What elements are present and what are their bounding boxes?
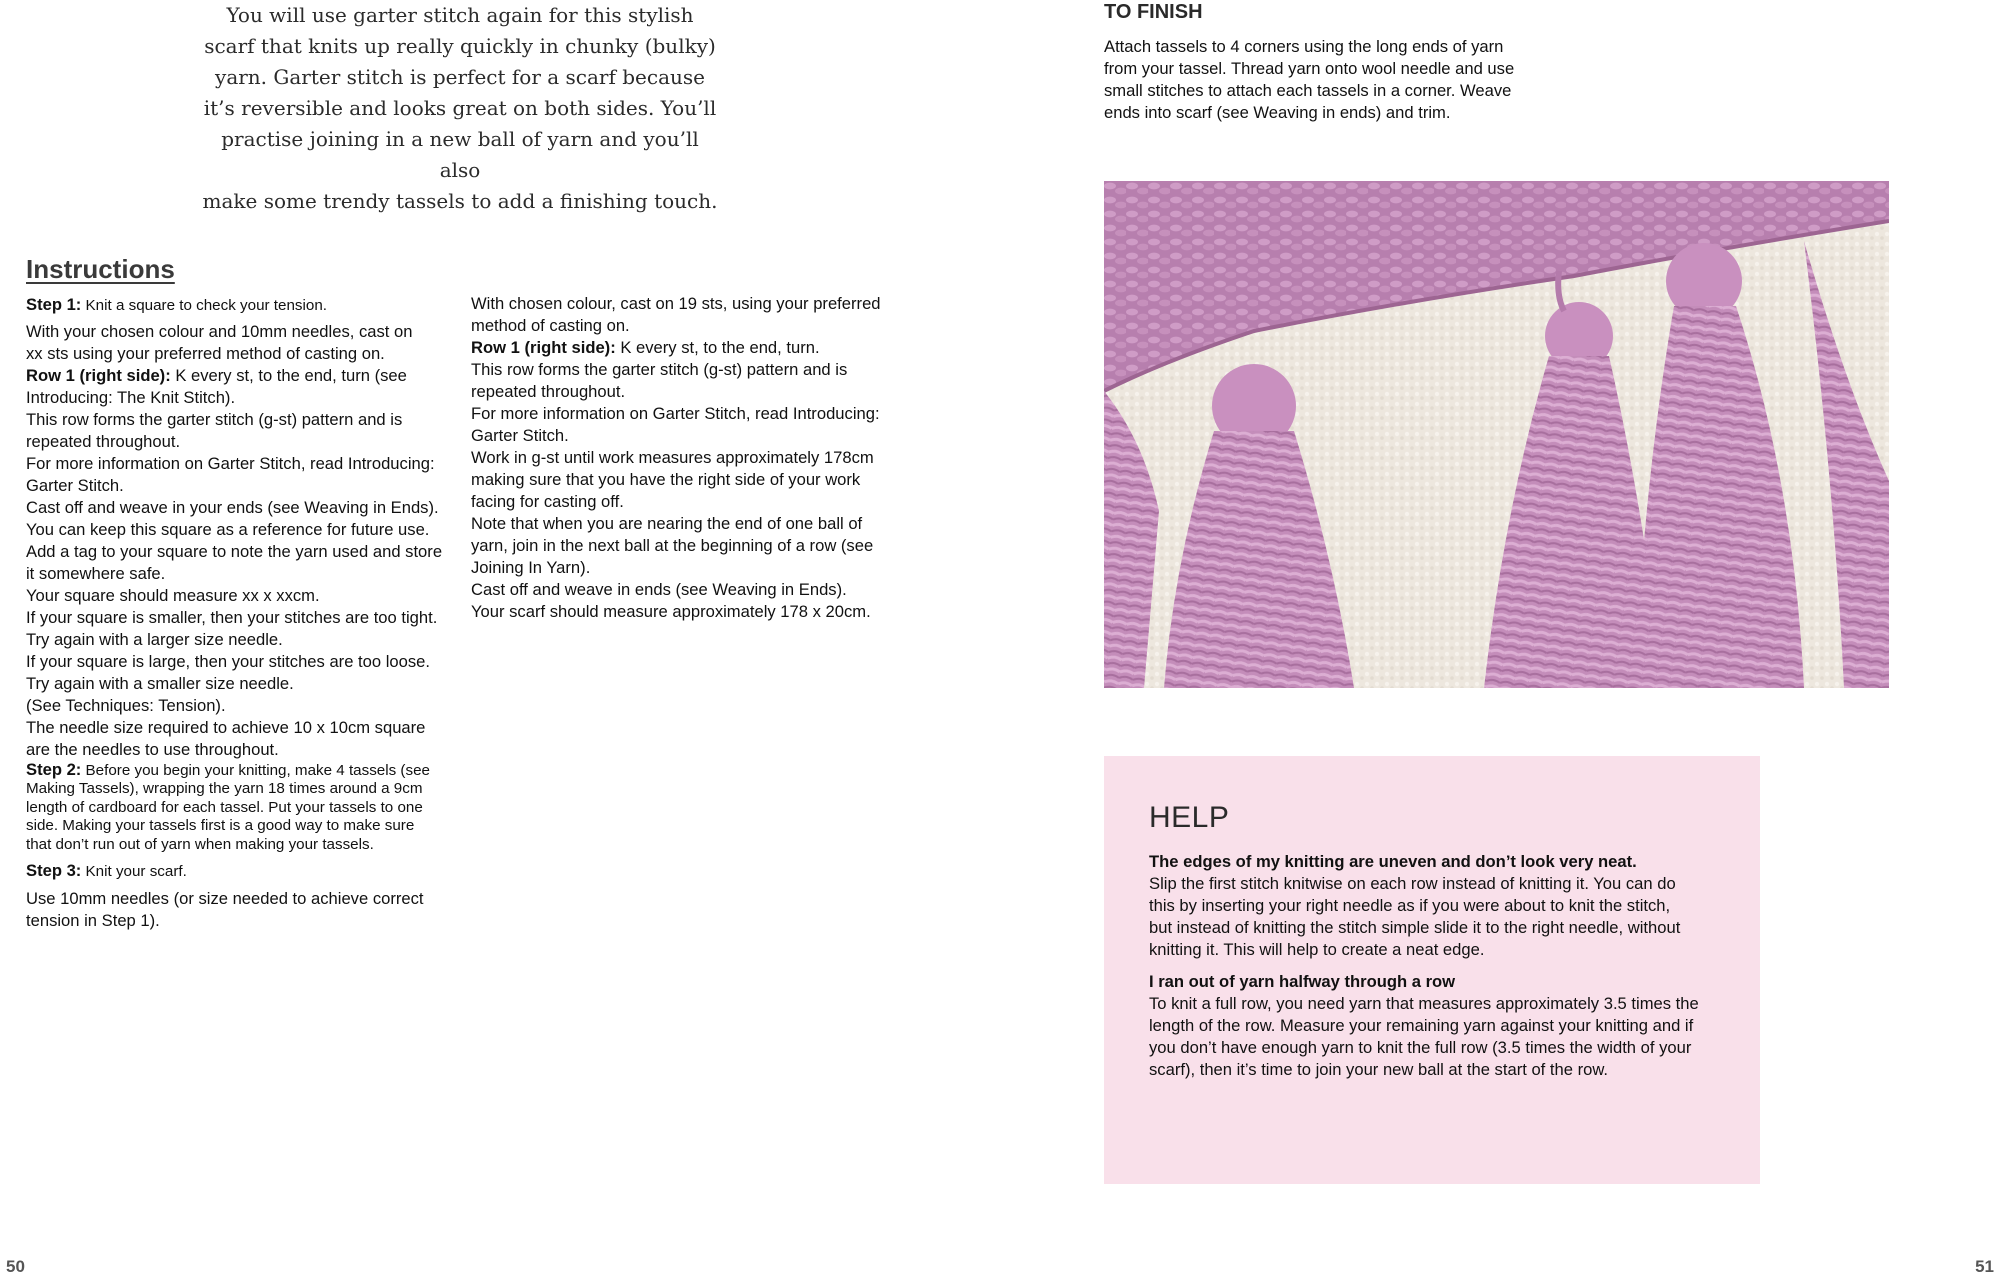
instruction-line: Garter Stitch. — [26, 475, 124, 495]
instruction-line: yarn, join in the next ball at the beginning of a row (see — [471, 536, 874, 555]
instruction-line: are the needles to use throughout. — [26, 739, 279, 759]
help-item — [1149, 971, 1729, 1081]
instruction-line: If your square is large, then your stitches are too loose. — [26, 651, 430, 671]
help-answer-line: length of the row. Measure your remaining yarn against your knitting and if — [1149, 1016, 1694, 1035]
instruction-line: facing for casting off. — [471, 492, 624, 511]
scarf-tassels-photo — [1104, 181, 1889, 688]
step-3 — [26, 862, 456, 882]
intro-line: You will use garter stitch again for this stylish — [226, 3, 694, 27]
instruction-line: (See Techniques: Tension). — [26, 695, 226, 715]
intro-line: scarf that knits up really quickly in chunky (bulky) — [204, 34, 716, 58]
finish-line: Attach tassels to 4 corners using the long ends of yarn — [1104, 37, 1504, 56]
to-finish-text — [1104, 36, 1544, 124]
instruction-line: Garter Stitch. — [471, 426, 569, 445]
help-answer-line: knitting it. This will help to create a neat edge. — [1149, 940, 1485, 959]
to-finish-heading: TO FINISH — [1104, 1, 1203, 23]
instruction-line: repeated throughout. — [471, 382, 626, 401]
row-1 — [471, 337, 911, 359]
instruction-line: method of casting on. — [471, 316, 630, 335]
help-content — [1149, 851, 1729, 1081]
instruction-line: With chosen colour, cast on 19 sts, using your preferred — [471, 294, 881, 313]
row-1-label: Row 1 (right side): — [26, 365, 171, 385]
instruction-line: Cast off and weave in ends (see Weaving in Ends). — [471, 580, 847, 599]
step-1 — [26, 296, 456, 316]
step-3-label: Step 3: — [26, 861, 82, 880]
instruction-line: tension in Step 1). — [26, 910, 160, 930]
step-2-text: Before you begin your knitting, make 4 tassels (see — [81, 761, 430, 779]
instruction-line: Joining In Yarn). — [471, 558, 591, 577]
instruction-line: For more information on Garter Stitch, read Introducing: — [26, 453, 435, 473]
finish-line: from your tassel. Thread yarn onto wool needle and use — [1104, 59, 1515, 78]
help-title: HELP — [1149, 801, 1230, 834]
step-2 — [26, 761, 456, 781]
instruction-line: it somewhere safe. — [26, 563, 166, 583]
instruction-line: If your square is smaller, then your stitches are too tight. — [26, 607, 438, 627]
instructions-heading: Instructions — [26, 254, 175, 284]
help-answer-line: but instead of knitting the stitch simple slide it to the right needle, without — [1149, 918, 1681, 937]
finish-line: ends into scarf (see Weaving in ends) and trim. — [1104, 103, 1451, 122]
instruction-line: Try again with a larger size needle. — [26, 629, 283, 649]
step-1-label: Step 1: — [26, 295, 82, 314]
instruction-line: The needle size required to achieve 10 x 10cm square — [26, 717, 426, 737]
instruction-line: Your scarf should measure approximately 178 x 20cm. — [471, 602, 871, 621]
row-1-label: Row 1 (right side): — [471, 338, 616, 357]
instruction-line: Try again with a smaller size needle. — [26, 673, 294, 693]
help-question: I ran out of yarn halfway through a row — [1149, 972, 1456, 991]
instruction-line: Your square should measure xx x xxcm. — [26, 585, 320, 605]
row-1-text: K every st, to the end, turn (see — [170, 365, 407, 385]
instruction-line: This row forms the garter stitch (g-st) pattern and is — [471, 360, 848, 379]
step-2-line: Making Tassels), wrapping the yarn 18 times around a 9cm — [26, 780, 423, 797]
instruction-line: Add a tag to your square to note the yarn used and store — [26, 541, 443, 561]
intro-paragraph — [200, 0, 720, 217]
help-answer-line: To knit a full row, you need yarn that measures approximately 3.5 times the — [1149, 994, 1699, 1013]
instruction-line: Use 10mm needles (or size needed to achieve correct — [26, 888, 424, 908]
help-answer-line: this by inserting your right needle as if you were about to knit the stitch, — [1149, 896, 1671, 915]
step-2-label: Step 2: — [26, 759, 82, 779]
instruction-line: Introducing: The Knit Stitch). — [26, 387, 236, 407]
instruction-line: Note that when you are nearing the end of one ball of — [471, 514, 863, 533]
instructions-right-column — [471, 293, 911, 623]
instruction-line: xx sts using your preferred method of casting on. — [26, 343, 385, 363]
instruction-line: making sure that you have the right side of your work — [471, 470, 861, 489]
instruction-line: For more information on Garter Stitch, read Introducing: — [471, 404, 880, 423]
intro-line: make some trendy tassels to add a finishing touch. — [202, 189, 718, 213]
help-box — [1104, 756, 1760, 1184]
help-answer-line: Slip the first stitch knitwise on each row instead of knitting it. You can do — [1149, 874, 1676, 893]
help-question: The edges of my knitting are uneven and don’t look very neat. — [1149, 852, 1637, 871]
step-3-text: Knit your scarf. — [81, 863, 187, 880]
instruction-line: repeated throughout. — [26, 431, 181, 451]
intro-line: yarn. Garter stitch is perfect for a scarf because — [215, 65, 705, 89]
instruction-line: Work in g-st until work measures approximately 178cm — [471, 448, 874, 467]
row-1 — [26, 365, 456, 387]
step-1-text: Knit a square to check your tension. — [81, 297, 327, 314]
finish-line: small stitches to attach each tassels in a corner. Weave — [1104, 81, 1512, 100]
step-2-line: length of cardboard for each tassel. Put your tassels to one — [26, 798, 423, 816]
help-item — [1149, 851, 1729, 961]
scarf-tassels-illustration — [1104, 181, 1889, 688]
intro-line: practise joining in a new ball of yarn and you’ll also — [221, 127, 699, 182]
instructions-left-column — [26, 296, 456, 932]
instruction-line: This row forms the garter stitch (g-st) pattern and is — [26, 409, 403, 429]
instruction-line: Cast off and weave in your ends (see Weaving in Ends). — [26, 497, 439, 517]
help-answer-line: scarf), then it’s time to join your new ball at the start of the row. — [1149, 1060, 1609, 1079]
instruction-line: You can keep this square as a reference for future use. — [26, 519, 430, 539]
page-number-left: 50 — [6, 1257, 25, 1274]
instruction-line: With your chosen colour and 10mm needles, cast on — [26, 321, 413, 341]
step-2-line: side. Making your tassels first is a good way to make sure — [26, 817, 415, 834]
intro-line: it’s reversible and looks great on both sides. You’ll — [203, 96, 717, 120]
row-1-text: K every st, to the end, turn. — [615, 338, 820, 357]
page-number-right: 51 — [1975, 1257, 1994, 1274]
step-2-line: that don’t run out of yarn when making your tassels. — [26, 835, 374, 853]
help-answer-line: you don’t have enough yarn to knit the full row (3.5 times the width of your — [1149, 1038, 1692, 1057]
